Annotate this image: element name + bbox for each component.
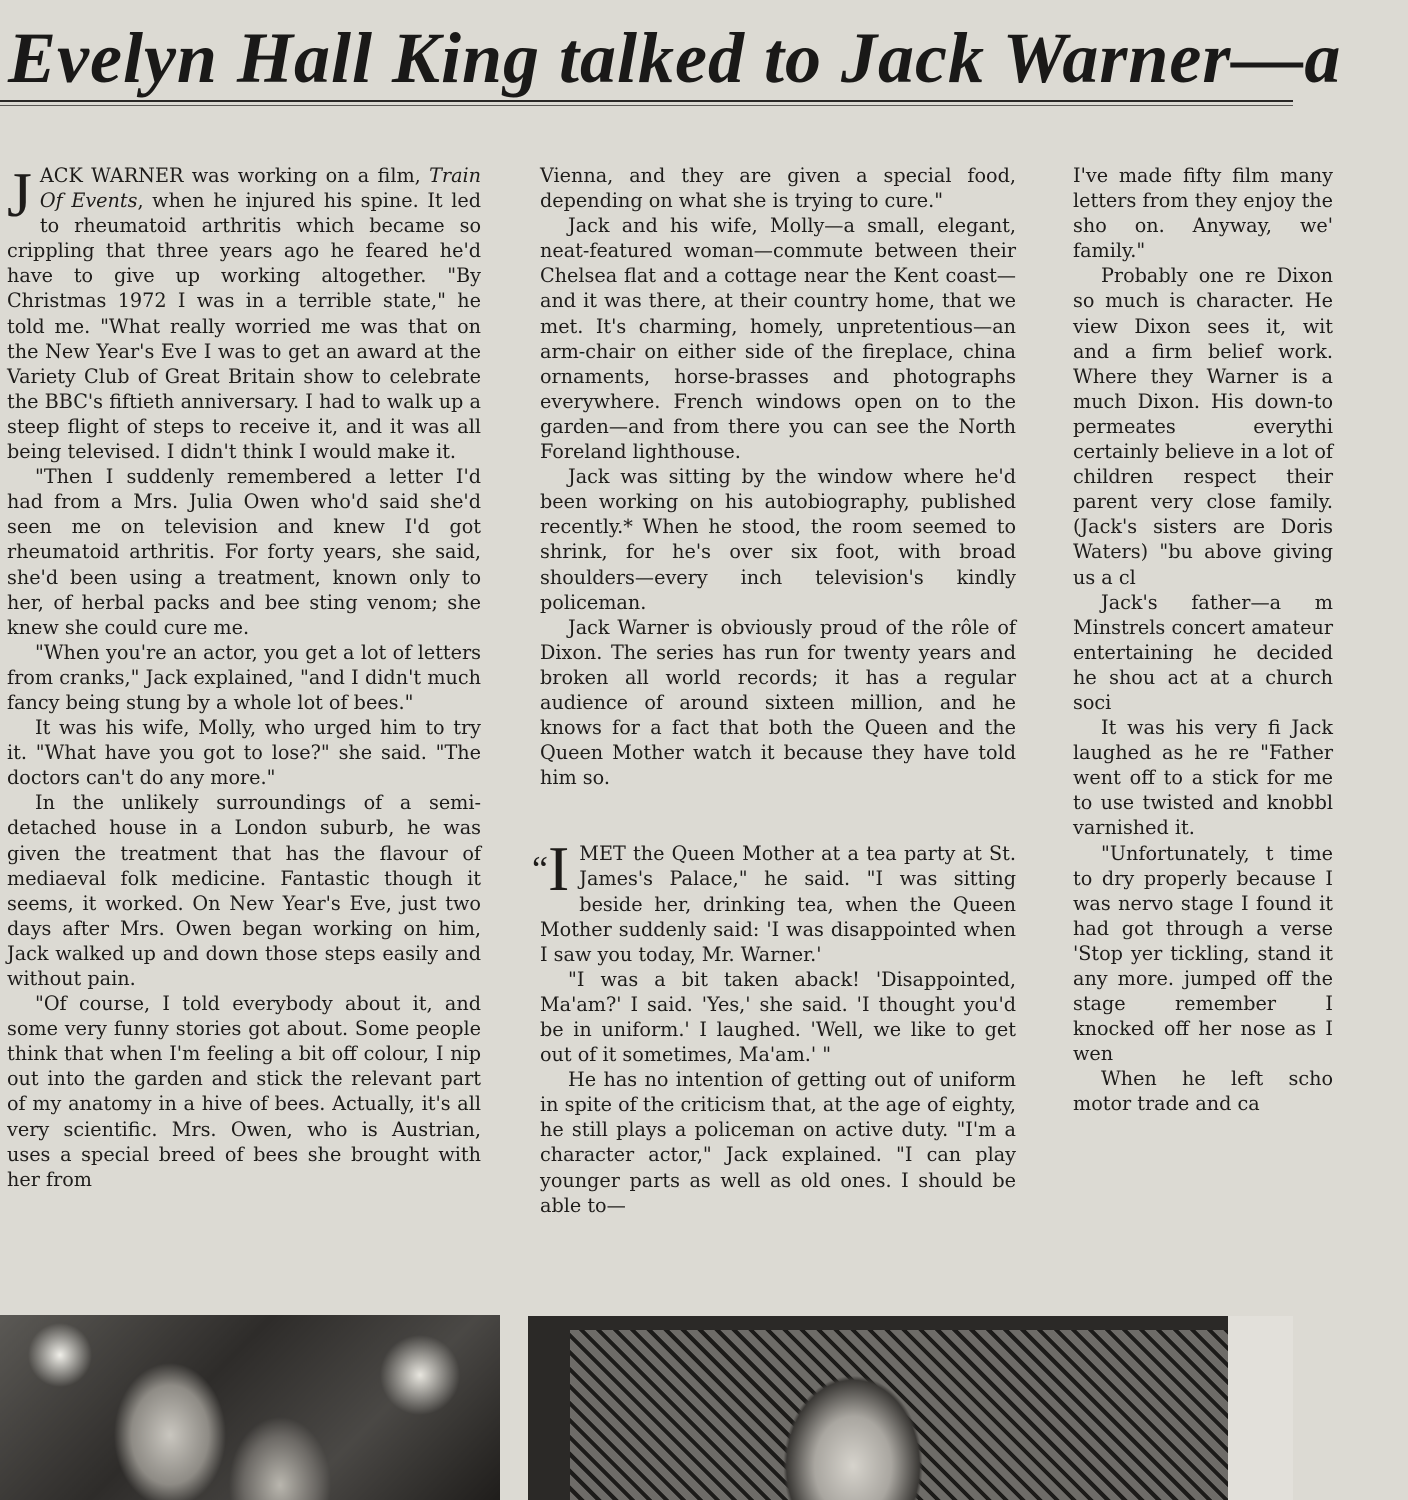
paragraph: Jack and his wife, Molly—a small, elegant, neat-featured woman—commute between their Chelsea flat and a cottage near the Kent coast—and it was there, at their country home, that we met. It's charming, homely, unpretentious—an arm-chair on either side of the fireplace, china ornaments, horse-brasses and photographs everywhere. French windows open on to the garden—and from there you can see the North Foreland lighthouse. <box>540 214 1016 464</box>
paragraph: Vienna, and they are given a special food, depending on what she is trying to cure." <box>540 164 1016 213</box>
article-column-2 <box>532 163 1016 1283</box>
paragraph: Jack's father—a m Minstrels concert amateur entertaining he decided he shou act at a church soci <box>1073 590 1333 714</box>
headline-rule <box>0 100 1293 102</box>
photo-couple-garden <box>0 1315 500 1500</box>
paragraph: He has no intention of getting out of uniform in spite of the criticism that, at the age of eighty, he still plays a policeman on active duty. "I'm a character actor," Jack explained. "I can play younger parts as well as old ones. I should be able to— <box>540 1068 1016 1217</box>
paragraph: "I was a bit taken aback! 'Disappointed, Ma'am?' I said. 'Yes,' she said. 'I thought you'd be in uniform.' I laughed. 'Well, we like to get out of it sometimes, Ma'am.' " <box>540 967 1016 1067</box>
paragraph: When he left scho motor trade and ca <box>1073 1067 1333 1116</box>
film-title: Train Of Events <box>39 164 481 213</box>
section-gap <box>540 790 1016 841</box>
paragraph: Probably one re Dixon so much is character. He view Dixon sees it, wit and a firm belief work. Where they Warner is a much Dixon. His down-to permeates everythi certainly believe in a lot of children respect their parent very close family. (Jack's sisters are Doris Waters) "bu above giving us a cl <box>1073 264 1333 589</box>
paragraph: "Then I suddenly remembered a letter I'd had from a Mrs. Julia Owen who'd said she'd seen me on television and knew I'd got rheumatoid arthritis. For forty years, she said, she'd been using a treatment, known only to her, of herbal packs and bee sting venom; she knew she could cure me. <box>7 465 481 639</box>
paragraph: Jack Warner is obviously proud of the rôle of Dixon. The series has run for twenty years and broken all world records; it has a regular audience of around sixteen million, and he knows for a fact that both the Queen and the Queen Mother watch it because they have told him so. <box>540 615 1016 790</box>
drop-cap: J <box>7 159 32 230</box>
window-frame <box>528 1316 1293 1500</box>
paragraph: It was his very fi Jack laughed as he re "Father went off to a stick for me to use twisted and knobbl varnished it. <box>1073 716 1333 840</box>
article-column-1 <box>7 159 481 1283</box>
paragraph: "Of course, I told everybody about it, and some very funny stories got about. Some people think that when I'm feeling a bit off colour, I nip out into the garden and stick the relevant part of my anatomy in a hive of bees. Actually, it's all very scientific. Mrs. Owen, who is Austrian, uses a special breed of bees she brought with her from <box>7 992 481 1191</box>
drop-cap: “I <box>532 833 570 905</box>
paragraph: Jack was sitting by the window where he'd been working on his autobiography, published recently.* When he stood, the room seemed to shrink, for he's over six foot, with broad shoulders—every inch television's kindly policeman. <box>540 465 1016 614</box>
headline-rule-thin <box>0 105 1293 106</box>
paragraph: JACK WARNER was working on a film, Train Of Events, when he injured his spine. It led to rheumatoid arthritis which became so crippling that three years ago he feared he'd have to give up working altogether. "By Christmas 1972 I was in a terrible state," he told me. "What really worried me was that on the New Year's Eve I was to get an award at the Variety Club of Great Britain show to celebrate the BBC's fiftieth anniversary. I had to walk up a steep flight of steps to receive it, and it was all being televised. I didn't think I would make it. <box>7 159 481 464</box>
paragraph: "When you're an actor, you get a lot of letters from cranks," Jack explained, "and I didn't much fancy being stung by a whole lot of bees." <box>7 640 481 714</box>
paragraph: “I MET the Queen Mother at a tea party at St. James's Palace," he said. "I was sitting beside her, drinking tea, when the Queen Mother suddenly said: 'I was disappointed when I saw you today, Mr. Warner.' <box>532 833 1016 966</box>
paragraph: I've made fifty film many letters from they enjoy the sho on. Anyway, we' family." <box>1073 164 1333 263</box>
article-column-3 <box>1073 163 1333 1283</box>
paragraph: "Unfortunately, t time to dry properly because I was nervo stage I found it had got through a verse 'Stop yer tickling, stand it any more. jumped off the stage remember I knocked off her nose as I wen <box>1073 841 1333 1066</box>
paragraph: It was his wife, Molly, who urged him to try it. "What have you got to lose?" she said. "The doctors can't do any more." <box>7 716 481 790</box>
photo-man-at-window <box>528 1316 1293 1500</box>
headline: Evelyn Hall King talked to Jack Warner—a <box>8 18 1342 98</box>
paragraph: In the unlikely surroundings of a semi-detached house in a London suburb, he was given the treatment that has the flavour of mediaeval folk medicine. Fantastic though it seems, it worked. On New Year's Eve, just two days after Mrs. Owen began working on him, Jack walked up and down those steps easily and without pain. <box>7 791 481 990</box>
